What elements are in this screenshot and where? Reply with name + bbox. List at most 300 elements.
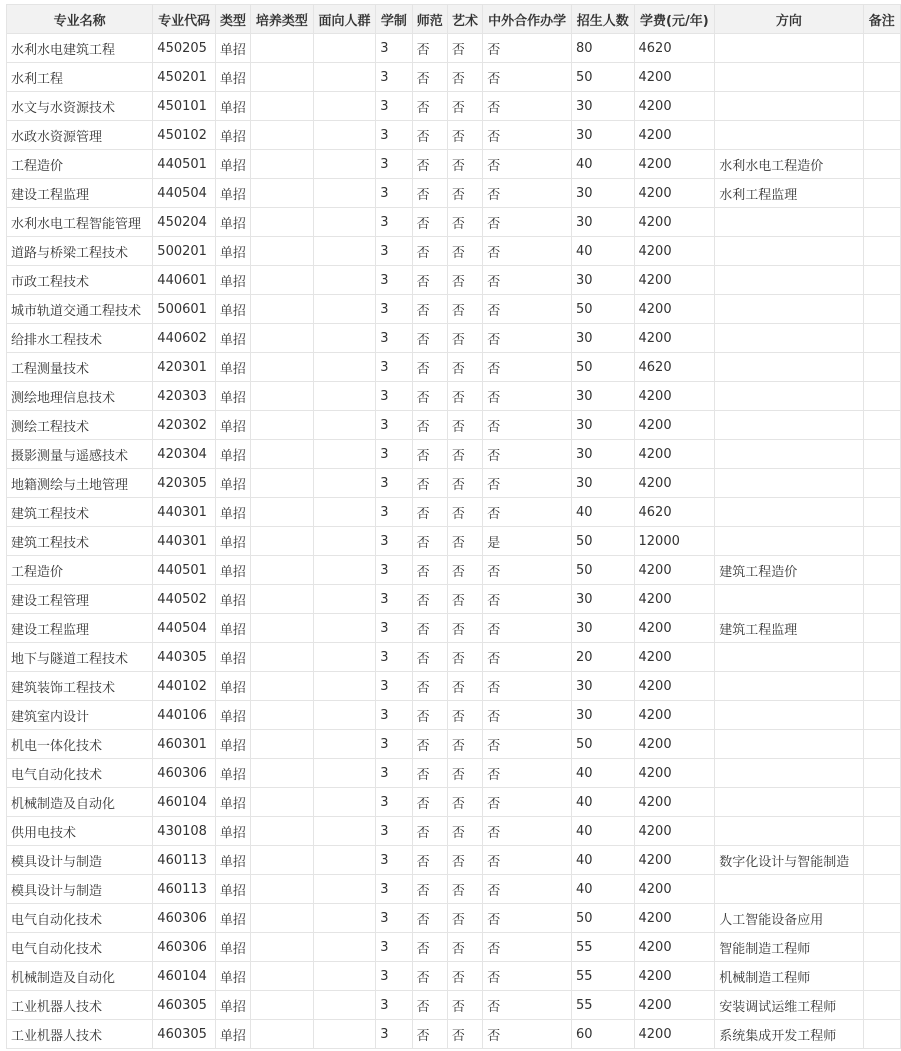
cell-art: 否 — [447, 208, 482, 237]
cell-normal-school: 否 — [412, 991, 447, 1020]
cell-major-name: 测绘工程技术 — [7, 411, 153, 440]
cell-tuition: 4200 — [634, 266, 715, 295]
cell-major-name: 建筑装饰工程技术 — [7, 672, 153, 701]
cell-major-name: 水利工程 — [7, 63, 153, 92]
cell-major-name: 建筑室内设计 — [7, 701, 153, 730]
cell-normal-school: 否 — [412, 179, 447, 208]
cell-major-name: 机电一体化技术 — [7, 730, 153, 759]
cell-training-type — [251, 759, 314, 788]
cell-enrollment: 30 — [571, 92, 634, 121]
cell-type: 单招 — [215, 701, 250, 730]
cell-direction: 智能制造工程师 — [715, 933, 863, 962]
cell-major-code: 500601 — [153, 295, 216, 324]
cell-major-name: 城市轨道交通工程技术 — [7, 295, 153, 324]
cell-tuition: 4200 — [634, 962, 715, 991]
cell-remarks — [863, 92, 900, 121]
cell-major-name: 水政水资源管理 — [7, 121, 153, 150]
cell-target-group — [313, 759, 376, 788]
cell-training-type — [251, 788, 314, 817]
table-row — [7, 411, 901, 440]
cell-training-type — [251, 150, 314, 179]
cell-normal-school: 否 — [412, 759, 447, 788]
cell-type: 单招 — [215, 875, 250, 904]
cell-tuition: 4620 — [634, 353, 715, 382]
cell-training-type — [251, 266, 314, 295]
cell-tuition: 4200 — [634, 179, 715, 208]
cell-enrollment: 40 — [571, 237, 634, 266]
cell-target-group — [313, 788, 376, 817]
cell-training-type — [251, 991, 314, 1020]
cell-direction — [715, 875, 863, 904]
cell-tuition: 4200 — [634, 730, 715, 759]
cell-major-code: 430108 — [153, 817, 216, 846]
cell-art: 否 — [447, 1020, 482, 1049]
table-row — [7, 150, 901, 179]
cell-joint-program: 否 — [483, 469, 572, 498]
cell-training-type — [251, 817, 314, 846]
cell-training-type — [251, 411, 314, 440]
cell-type: 单招 — [215, 991, 250, 1020]
cell-training-type — [251, 208, 314, 237]
cell-tuition: 4200 — [634, 1020, 715, 1049]
cell-target-group — [313, 353, 376, 382]
table-row — [7, 556, 901, 585]
cell-major-name: 工程测量技术 — [7, 353, 153, 382]
cell-tuition: 4200 — [634, 875, 715, 904]
cell-type: 单招 — [215, 672, 250, 701]
cell-target-group — [313, 150, 376, 179]
table-row — [7, 1020, 901, 1049]
header-enrollment: 招生人数 — [571, 5, 634, 34]
cell-joint-program: 否 — [483, 643, 572, 672]
cell-direction — [715, 237, 863, 266]
cell-duration: 3 — [376, 469, 412, 498]
cell-major-code: 440301 — [153, 527, 216, 556]
header-art: 艺术 — [447, 5, 482, 34]
header-joint-program: 中外合作办学 — [483, 5, 572, 34]
cell-remarks — [863, 817, 900, 846]
cell-direction — [715, 92, 863, 121]
cell-art: 否 — [447, 962, 482, 991]
cell-joint-program: 否 — [483, 556, 572, 585]
cell-art: 否 — [447, 643, 482, 672]
header-type: 类型 — [215, 5, 250, 34]
cell-enrollment: 40 — [571, 846, 634, 875]
cell-normal-school: 否 — [412, 440, 447, 469]
cell-direction — [715, 382, 863, 411]
cell-tuition: 4200 — [634, 237, 715, 266]
cell-tuition: 4200 — [634, 585, 715, 614]
cell-major-name: 地下与隧道工程技术 — [7, 643, 153, 672]
cell-remarks — [863, 614, 900, 643]
cell-training-type — [251, 527, 314, 556]
cell-duration: 3 — [376, 92, 412, 121]
cell-major-code: 460305 — [153, 1020, 216, 1049]
cell-art: 否 — [447, 817, 482, 846]
cell-tuition: 4200 — [634, 556, 715, 585]
cell-type: 单招 — [215, 150, 250, 179]
cell-type: 单招 — [215, 34, 250, 63]
cell-major-name: 工程造价 — [7, 150, 153, 179]
cell-tuition: 4200 — [634, 324, 715, 353]
cell-direction — [715, 730, 863, 759]
cell-normal-school: 否 — [412, 237, 447, 266]
table-row — [7, 759, 901, 788]
cell-art: 否 — [447, 788, 482, 817]
enrollment-table — [6, 4, 901, 1049]
cell-art: 否 — [447, 498, 482, 527]
table-row — [7, 440, 901, 469]
cell-direction — [715, 469, 863, 498]
cell-direction: 建筑工程造价 — [715, 556, 863, 585]
cell-training-type — [251, 179, 314, 208]
cell-major-code: 440301 — [153, 498, 216, 527]
cell-enrollment: 55 — [571, 962, 634, 991]
cell-duration: 3 — [376, 875, 412, 904]
cell-training-type — [251, 440, 314, 469]
cell-type: 单招 — [215, 411, 250, 440]
cell-major-code: 460306 — [153, 904, 216, 933]
cell-normal-school: 否 — [412, 788, 447, 817]
cell-duration: 3 — [376, 643, 412, 672]
cell-direction — [715, 643, 863, 672]
cell-type: 单招 — [215, 556, 250, 585]
cell-major-name: 建筑工程技术 — [7, 527, 153, 556]
cell-target-group — [313, 730, 376, 759]
cell-normal-school: 否 — [412, 730, 447, 759]
cell-joint-program: 否 — [483, 875, 572, 904]
cell-training-type — [251, 556, 314, 585]
cell-remarks — [863, 556, 900, 585]
table-row — [7, 324, 901, 353]
cell-training-type — [251, 92, 314, 121]
cell-art: 否 — [447, 469, 482, 498]
cell-joint-program: 否 — [483, 730, 572, 759]
cell-art: 否 — [447, 92, 482, 121]
table-row — [7, 991, 901, 1020]
cell-duration: 3 — [376, 266, 412, 295]
cell-normal-school: 否 — [412, 121, 447, 150]
cell-duration: 3 — [376, 295, 412, 324]
cell-normal-school: 否 — [412, 353, 447, 382]
cell-duration: 3 — [376, 150, 412, 179]
cell-type: 单招 — [215, 933, 250, 962]
cell-tuition: 4200 — [634, 904, 715, 933]
cell-major-name: 工业机器人技术 — [7, 991, 153, 1020]
cell-enrollment: 30 — [571, 266, 634, 295]
cell-type: 单招 — [215, 904, 250, 933]
cell-normal-school: 否 — [412, 817, 447, 846]
cell-enrollment: 30 — [571, 585, 634, 614]
cell-normal-school: 否 — [412, 1020, 447, 1049]
cell-target-group — [313, 295, 376, 324]
cell-type: 单招 — [215, 469, 250, 498]
cell-target-group — [313, 92, 376, 121]
cell-joint-program: 否 — [483, 1020, 572, 1049]
cell-normal-school: 否 — [412, 498, 447, 527]
cell-target-group — [313, 121, 376, 150]
cell-major-name: 给排水工程技术 — [7, 324, 153, 353]
cell-joint-program: 否 — [483, 817, 572, 846]
cell-tuition: 4200 — [634, 295, 715, 324]
cell-enrollment: 50 — [571, 295, 634, 324]
table-row — [7, 904, 901, 933]
cell-tuition: 4200 — [634, 788, 715, 817]
cell-remarks — [863, 730, 900, 759]
cell-remarks — [863, 672, 900, 701]
header-target-group: 面向人群 — [313, 5, 376, 34]
cell-major-code: 460104 — [153, 962, 216, 991]
cell-remarks — [863, 63, 900, 92]
cell-normal-school: 否 — [412, 846, 447, 875]
cell-tuition: 4200 — [634, 411, 715, 440]
cell-art: 否 — [447, 382, 482, 411]
cell-normal-school: 否 — [412, 962, 447, 991]
cell-major-name: 建设工程管理 — [7, 585, 153, 614]
cell-major-code: 440305 — [153, 643, 216, 672]
cell-joint-program: 否 — [483, 121, 572, 150]
cell-target-group — [313, 266, 376, 295]
cell-tuition: 4200 — [634, 469, 715, 498]
cell-duration: 3 — [376, 846, 412, 875]
cell-major-code: 420303 — [153, 382, 216, 411]
cell-normal-school: 否 — [412, 150, 447, 179]
cell-direction — [715, 527, 863, 556]
cell-training-type — [251, 34, 314, 63]
table-row — [7, 382, 901, 411]
cell-target-group — [313, 643, 376, 672]
cell-joint-program: 否 — [483, 846, 572, 875]
cell-remarks — [863, 788, 900, 817]
cell-duration: 3 — [376, 904, 412, 933]
cell-enrollment: 30 — [571, 208, 634, 237]
cell-major-code: 460104 — [153, 788, 216, 817]
cell-normal-school: 否 — [412, 701, 447, 730]
cell-training-type — [251, 730, 314, 759]
cell-target-group — [313, 440, 376, 469]
cell-duration: 3 — [376, 353, 412, 382]
cell-remarks — [863, 469, 900, 498]
cell-major-code: 440106 — [153, 701, 216, 730]
cell-normal-school: 否 — [412, 63, 447, 92]
cell-major-name: 建筑工程技术 — [7, 498, 153, 527]
cell-joint-program: 否 — [483, 759, 572, 788]
cell-target-group — [313, 527, 376, 556]
cell-training-type — [251, 614, 314, 643]
cell-enrollment: 30 — [571, 701, 634, 730]
cell-training-type — [251, 237, 314, 266]
cell-major-code: 420305 — [153, 469, 216, 498]
table-row — [7, 643, 901, 672]
cell-enrollment: 40 — [571, 759, 634, 788]
cell-remarks — [863, 498, 900, 527]
cell-joint-program: 否 — [483, 411, 572, 440]
cell-major-code: 450101 — [153, 92, 216, 121]
cell-remarks — [863, 353, 900, 382]
cell-major-code: 500201 — [153, 237, 216, 266]
cell-major-code: 440602 — [153, 324, 216, 353]
cell-tuition: 4200 — [634, 121, 715, 150]
cell-enrollment: 30 — [571, 411, 634, 440]
cell-major-code: 460113 — [153, 875, 216, 904]
cell-tuition: 4200 — [634, 672, 715, 701]
cell-type: 单招 — [215, 614, 250, 643]
cell-direction — [715, 34, 863, 63]
cell-major-name: 水利水电工程智能管理 — [7, 208, 153, 237]
header-direction: 方向 — [715, 5, 863, 34]
table-row — [7, 469, 901, 498]
cell-tuition: 4200 — [634, 933, 715, 962]
cell-major-name: 电气自动化技术 — [7, 933, 153, 962]
cell-major-name: 水利水电建筑工程 — [7, 34, 153, 63]
cell-major-code: 420301 — [153, 353, 216, 382]
cell-duration: 3 — [376, 817, 412, 846]
cell-major-code: 450205 — [153, 34, 216, 63]
cell-direction: 建筑工程监理 — [715, 614, 863, 643]
cell-duration: 3 — [376, 440, 412, 469]
cell-enrollment: 40 — [571, 875, 634, 904]
cell-target-group — [313, 208, 376, 237]
table-row — [7, 92, 901, 121]
cell-duration: 3 — [376, 237, 412, 266]
cell-target-group — [313, 614, 376, 643]
cell-normal-school: 否 — [412, 411, 447, 440]
cell-remarks — [863, 701, 900, 730]
cell-type: 单招 — [215, 92, 250, 121]
cell-art: 否 — [447, 875, 482, 904]
table-row — [7, 585, 901, 614]
cell-training-type — [251, 933, 314, 962]
cell-direction — [715, 353, 863, 382]
cell-normal-school: 否 — [412, 266, 447, 295]
cell-tuition: 4200 — [634, 150, 715, 179]
cell-direction — [715, 440, 863, 469]
cell-enrollment: 50 — [571, 904, 634, 933]
cell-type: 单招 — [215, 295, 250, 324]
cell-target-group — [313, 875, 376, 904]
cell-joint-program: 否 — [483, 353, 572, 382]
cell-joint-program: 否 — [483, 237, 572, 266]
cell-training-type — [251, 962, 314, 991]
cell-major-name: 水文与水资源技术 — [7, 92, 153, 121]
cell-enrollment: 30 — [571, 324, 634, 353]
cell-art: 否 — [447, 237, 482, 266]
cell-major-code: 440504 — [153, 179, 216, 208]
cell-direction: 机械制造工程师 — [715, 962, 863, 991]
cell-art: 否 — [447, 759, 482, 788]
table-row — [7, 730, 901, 759]
cell-joint-program: 否 — [483, 382, 572, 411]
cell-art: 否 — [447, 411, 482, 440]
cell-enrollment: 80 — [571, 34, 634, 63]
cell-type: 单招 — [215, 324, 250, 353]
cell-enrollment: 50 — [571, 556, 634, 585]
table-row — [7, 846, 901, 875]
cell-joint-program: 否 — [483, 295, 572, 324]
cell-remarks — [863, 266, 900, 295]
cell-art: 否 — [447, 585, 482, 614]
cell-normal-school: 否 — [412, 643, 447, 672]
table-row — [7, 788, 901, 817]
table-row — [7, 933, 901, 962]
cell-joint-program: 否 — [483, 788, 572, 817]
cell-major-code: 440502 — [153, 585, 216, 614]
table-row — [7, 179, 901, 208]
cell-major-name: 市政工程技术 — [7, 266, 153, 295]
cell-duration: 3 — [376, 498, 412, 527]
cell-enrollment: 40 — [571, 817, 634, 846]
table-row — [7, 527, 901, 556]
cell-type: 单招 — [215, 527, 250, 556]
cell-remarks — [863, 440, 900, 469]
cell-art: 否 — [447, 295, 482, 324]
cell-duration: 3 — [376, 382, 412, 411]
cell-joint-program: 否 — [483, 208, 572, 237]
cell-duration: 3 — [376, 585, 412, 614]
cell-direction — [715, 411, 863, 440]
cell-major-name: 机械制造及自动化 — [7, 788, 153, 817]
cell-enrollment: 30 — [571, 672, 634, 701]
cell-type: 单招 — [215, 266, 250, 295]
cell-enrollment: 20 — [571, 643, 634, 672]
cell-major-name: 建设工程监理 — [7, 614, 153, 643]
cell-joint-program: 否 — [483, 904, 572, 933]
cell-direction — [715, 701, 863, 730]
cell-normal-school: 否 — [412, 875, 447, 904]
cell-remarks — [863, 34, 900, 63]
cell-type: 单招 — [215, 208, 250, 237]
cell-tuition: 4200 — [634, 846, 715, 875]
header-tuition: 学费(元/年) — [634, 5, 715, 34]
cell-remarks — [863, 1020, 900, 1049]
cell-direction: 系统集成开发工程师 — [715, 1020, 863, 1049]
cell-remarks — [863, 121, 900, 150]
cell-remarks — [863, 527, 900, 556]
cell-target-group — [313, 701, 376, 730]
cell-art: 否 — [447, 324, 482, 353]
cell-tuition: 4200 — [634, 92, 715, 121]
cell-type: 单招 — [215, 382, 250, 411]
cell-enrollment: 55 — [571, 991, 634, 1020]
cell-type: 单招 — [215, 440, 250, 469]
table-body — [7, 34, 901, 1049]
cell-training-type — [251, 585, 314, 614]
table-row — [7, 498, 901, 527]
cell-remarks — [863, 324, 900, 353]
cell-type: 单招 — [215, 817, 250, 846]
cell-enrollment: 50 — [571, 730, 634, 759]
cell-enrollment: 30 — [571, 382, 634, 411]
cell-major-code: 420302 — [153, 411, 216, 440]
table-row — [7, 295, 901, 324]
cell-direction — [715, 759, 863, 788]
cell-joint-program: 否 — [483, 324, 572, 353]
table-row — [7, 237, 901, 266]
cell-normal-school: 否 — [412, 614, 447, 643]
cell-major-name: 工业机器人技术 — [7, 1020, 153, 1049]
cell-target-group — [313, 179, 376, 208]
cell-duration: 3 — [376, 121, 412, 150]
cell-major-code: 450204 — [153, 208, 216, 237]
cell-target-group — [313, 933, 376, 962]
cell-direction — [715, 672, 863, 701]
cell-art: 否 — [447, 63, 482, 92]
cell-enrollment: 40 — [571, 498, 634, 527]
header-major-name: 专业名称 — [7, 5, 153, 34]
cell-normal-school: 否 — [412, 585, 447, 614]
cell-direction — [715, 817, 863, 846]
cell-normal-school: 否 — [412, 556, 447, 585]
